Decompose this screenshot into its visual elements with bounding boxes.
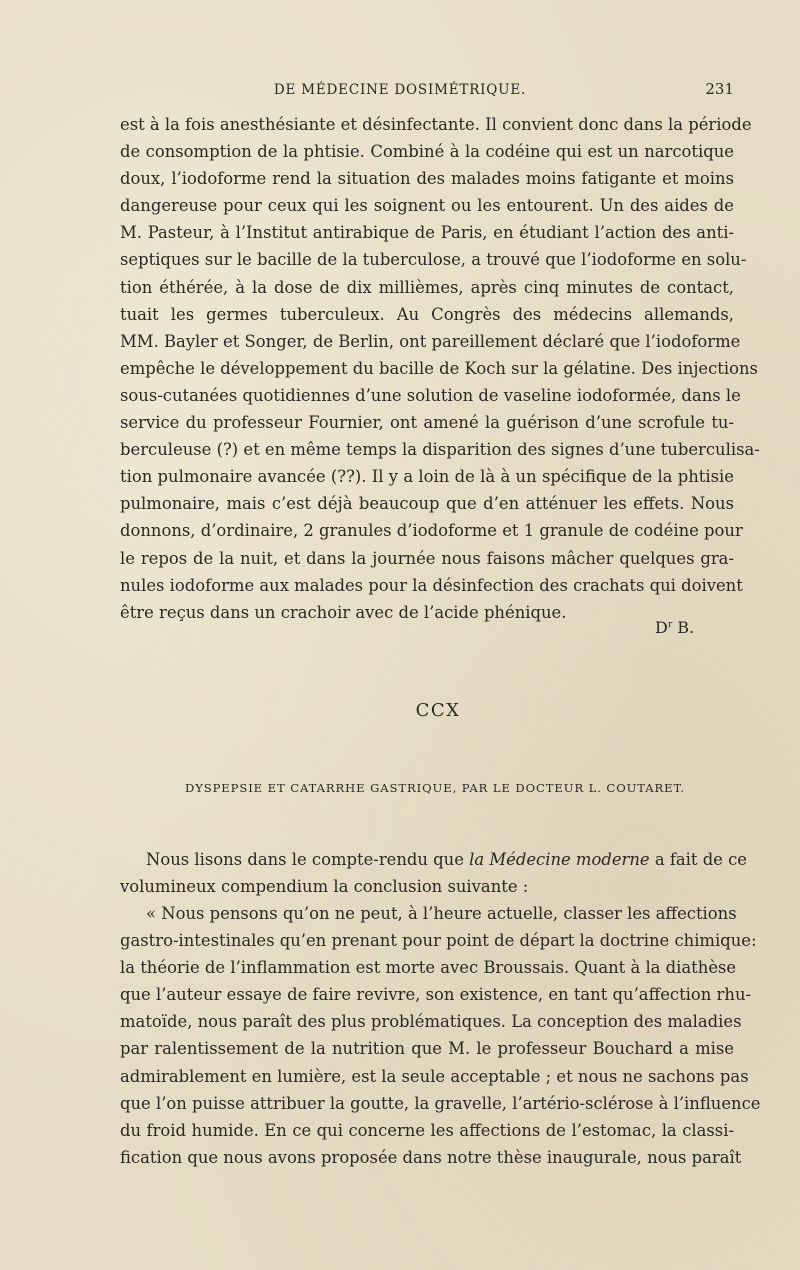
text-line: tuait les germes tuberculeux. Au Congrès des médecins allemands,: [120, 304, 734, 324]
text-line: nules iodoforme aux malades pour la désinfection des crachats qui doivent: [120, 575, 743, 595]
text-line: tion éthérée, à la dose de dix millièmes, après cinq minutes de contact,: [120, 277, 734, 297]
text-line: septiques sur le bacille de la tuberculose, a trouvé que l’iodoforme en solu-: [120, 250, 747, 270]
text-line: volumineux compendium la conclusion suivante :: [120, 877, 529, 897]
text-segment: Nous lisons dans le compte-rendu que: [146, 850, 470, 869]
text-line: matoïde, nous paraît des plus problématiques. La conception des maladies: [120, 1012, 742, 1032]
text-line: [120, 846, 747, 873]
chapter-number: CCX: [415, 700, 461, 721]
text-line: gastro-intestinales qu’en prenant pour point de départ la doctrine chimique:: [120, 931, 757, 951]
text-line: empêche le développement du bacille de Koch sur la gélatine. Des injections: [120, 358, 758, 378]
journal-title: la Médecine moderne: [469, 850, 650, 869]
text-line: par ralentissement de la nutrition que M. le professeur Bouchard a mise: [120, 1039, 734, 1059]
text-line: de consomption de la phtisie. Combiné à la codéine qui est un narcotique: [120, 142, 734, 162]
text-line: être reçus dans un crachoir avec de l’acide phénique.: [120, 602, 567, 622]
text-line: « Nous pensons qu’on ne peut, à l’heure actuelle, classer les affections: [146, 904, 737, 923]
text-line: MM. Bayler et Songer, de Berlin, ont pareillement déclaré que l’iodoforme: [120, 331, 741, 351]
text-line: la théorie de l’inflammation est morte avec Broussais. Quant à la diathèse: [120, 958, 737, 978]
text-segment: a fait de ce: [649, 850, 747, 869]
text-line: sous-cutanées quotidiennes d’une solution de vaseline iodoformée, dans le: [120, 385, 741, 405]
text-line: dangereuse pour ceux qui les soignent ou les entourent. Un des aides de: [120, 196, 734, 216]
signature: [655, 618, 694, 637]
text-line: que l’on puisse attribuer la goutte, la gravelle, l’artério-sclérose à l’influence: [120, 1093, 761, 1113]
signature-superscript: r: [667, 620, 673, 630]
text-line: fication que nous avons proposée dans notre thèse inaugurale, nous paraît: [120, 1147, 742, 1167]
text-line: que l’auteur essaye de faire revivre, son existence, en tant qu’affection rhu-: [120, 985, 752, 1005]
text-line: service du professeur Fournier, ont amené la guérison d’une scrofule tu-: [120, 413, 734, 433]
signature-name: B.: [672, 618, 695, 637]
running-title: DE MÉDECINE DOSIMÉTRIQUE.: [273, 82, 527, 98]
text-line: pulmonaire, mais c’est déjà beaucoup que d’en atténuer les effets. Nous: [120, 494, 734, 514]
text-line: berculeuse (?) et en même temps la disparition des signes d’une tuberculisa-: [120, 440, 760, 460]
text-line: du froid humide. En ce qui concerne les affections de l’estomac, la classi-: [120, 1120, 734, 1140]
paragraph-3: [120, 900, 761, 1171]
text-line: M. Pasteur, à l’Institut antirabique de Paris, en étudiant l’action des anti-: [120, 223, 734, 243]
chapter-title: DYSPEPSIE ET CATARRHE GASTRIQUE, PAR LE DOCTEUR L. COUTARET.: [185, 781, 686, 795]
text-line: est à la fois anesthésiante et désinfectante. Il convient donc dans la période: [120, 115, 752, 134]
text-line: donnons, d’ordinaire, 2 granules d’iodoforme et 1 granule de codéine pour: [120, 521, 743, 541]
text-line: le repos de la nuit, et dans la journée nous faisons mâcher quelques gra-: [120, 548, 734, 568]
paragraph-2: [120, 846, 747, 900]
text-line: tion pulmonaire avancée (??). Il y a loin de là à un spécifique de la phtisie: [120, 467, 734, 487]
paragraph-1: [120, 111, 760, 626]
text-line: doux, l’iodoforme rend la situation des malades moins fatigante et moins: [120, 169, 734, 189]
signature-prefix: D: [655, 618, 668, 637]
page-number: 231: [705, 80, 734, 98]
running-head: [120, 80, 734, 102]
text-line: admirablement en lumière, est la seule acceptable ; et nous ne sachons pas: [120, 1066, 749, 1086]
